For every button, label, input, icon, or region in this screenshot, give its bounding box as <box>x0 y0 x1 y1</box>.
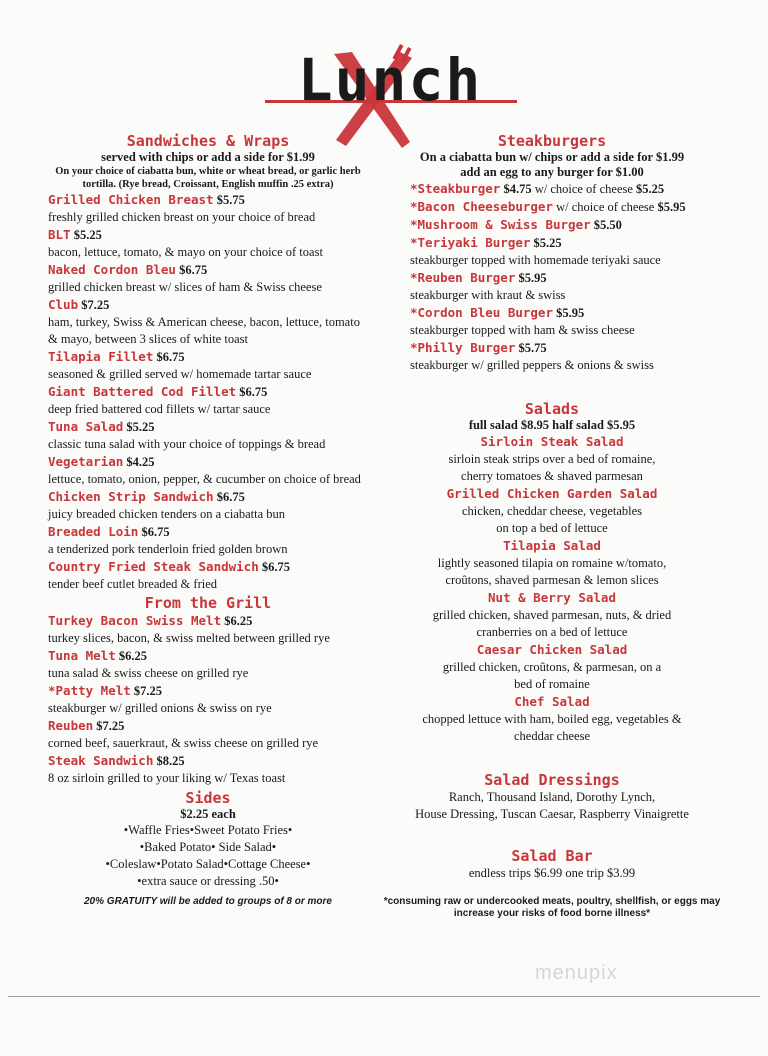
dressings-line: Ranch, Thousand Island, Dorothy Lynch, <box>448 790 656 804</box>
sides-title: Sides <box>185 789 231 807</box>
item-description: grilled chicken breast w/ slices of ham & Swiss cheese <box>48 280 322 294</box>
item-name: *Teriyaki Burger <box>410 235 531 250</box>
salad-description: bed of romaine <box>514 677 590 691</box>
item-price-option: $5.25 <box>636 182 665 196</box>
sides-line: •extra sauce or dressing .50• <box>137 874 279 888</box>
item-price: $5.25 <box>126 420 155 434</box>
menu-item <box>48 296 368 314</box>
item-name: Breaded Loin <box>48 524 139 539</box>
gratuity-note: 20% GRATUITY will be added to groups of 8 or more <box>84 896 332 907</box>
item-description: lettuce, tomato, onion, pepper, & cucumber on choice of bread <box>48 472 361 486</box>
steakburgers-title: Steakburgers <box>497 132 607 150</box>
grill-list <box>48 612 368 787</box>
menu-item <box>410 304 722 322</box>
item-price: $6.75 <box>156 350 185 364</box>
item-description: turkey slices, bacon, & swiss melted between grilled rye <box>48 631 330 645</box>
saladbar-title: Salad Bar <box>511 847 593 865</box>
item-price-option: $5.95 <box>657 200 686 214</box>
item-description: steakburger w/ grilled peppers & onions & swiss <box>410 358 654 372</box>
salad-description: grilled chicken, croûtons, & parmesan, on a <box>442 660 662 674</box>
salad-name: Nut & Berry Salad <box>488 590 616 605</box>
saladbar-line: endless trips $6.99 one trip $3.99 <box>468 866 636 880</box>
sides-line: •Waffle Fries•Sweet Potato Fries• <box>123 823 293 837</box>
item-description: seasoned & grilled served w/ homemade tartar sauce <box>48 367 312 381</box>
salads-list <box>382 433 722 745</box>
menu-item <box>48 488 368 506</box>
item-price: $5.25 <box>533 236 562 250</box>
item-name: Chicken Strip Sandwich <box>48 489 214 504</box>
item-description: steakburger w/ grilled onions & swiss on rye <box>48 701 272 715</box>
sandwiches-list <box>48 191 368 593</box>
item-price: $7.25 <box>81 298 110 312</box>
item-option: w/ choice of cheese <box>534 182 633 196</box>
item-description: tuna salad & swiss cheese on grilled rye <box>48 666 249 680</box>
menu-item <box>48 752 368 770</box>
menu-item <box>48 226 368 244</box>
food-disclaimer: *consuming raw or undercooked meats, poultry, shellfish, or eggs may increase your risks of food borne illness* <box>383 896 721 919</box>
salads-note: full salad $8.95 half salad $5.95 <box>468 418 636 432</box>
dressings-title: Salad Dressings <box>484 771 620 789</box>
item-price: $5.50 <box>593 218 622 232</box>
menu-item <box>48 383 368 401</box>
menu-item <box>410 216 722 234</box>
item-name: *Patty Melt <box>48 683 131 698</box>
item-price: $5.95 <box>556 306 585 320</box>
item-description: 8 oz sirloin grilled to your liking w/ Texas toast <box>48 771 286 785</box>
steakburgers-egg-note: add an egg to any burger for $1.00 <box>460 165 644 179</box>
item-name: Steak Sandwich <box>48 753 154 768</box>
item-option: w/ choice of cheese <box>556 200 655 214</box>
watermark: menupix <box>535 962 618 984</box>
page-divider <box>8 996 760 997</box>
item-price: $6.75 <box>179 263 208 277</box>
menu-item <box>48 348 368 366</box>
item-name: Tuna Melt <box>48 648 116 663</box>
item-name: Grilled Chicken Breast <box>48 192 214 207</box>
menu-item <box>410 180 722 198</box>
item-name: Country Fried Steak Sandwich <box>48 559 259 574</box>
item-name: BLT <box>48 227 71 242</box>
item-price: $7.25 <box>133 684 163 698</box>
sides-line: •Baked Potato• Side Salad• <box>139 840 277 854</box>
item-price: $6.75 <box>216 490 245 504</box>
item-price: $4.25 <box>126 455 155 469</box>
item-description: deep fried battered cod fillets w/ tartar sauce <box>48 402 271 416</box>
steakburgers-list <box>382 180 722 374</box>
menu-item <box>48 261 368 279</box>
menu-item <box>48 682 368 700</box>
salad-description: cheddar cheese <box>514 729 590 743</box>
item-name: Tilapia Fillet <box>48 349 154 364</box>
menu-item <box>48 418 368 436</box>
salad-description: sirloin steak strips over a bed of romaine, <box>448 452 656 466</box>
salad-description: cherry tomatoes & shaved parmesan <box>461 469 643 483</box>
item-price: $8.25 <box>156 754 185 768</box>
steakburgers-note: On a ciabatta bun w/ chips or add a side for $1.99 <box>419 150 685 164</box>
dressings-line: House Dressing, Tuscan Caesar, Raspberry Vinaigrette <box>415 807 689 821</box>
item-description: tender beef cutlet breaded & fried <box>48 577 218 591</box>
item-name: *Cordon Bleu Burger <box>410 305 553 320</box>
salad-description: grilled chicken, shaved parmesan, nuts, & dried <box>432 608 672 622</box>
item-name: Reuben <box>48 718 94 733</box>
menu-item <box>48 612 368 630</box>
salad-description: cranberries on a bed of lettuce <box>476 625 628 639</box>
menu-item <box>48 558 368 576</box>
salad-description: croûtons, shaved parmesan & lemon slices <box>445 573 659 587</box>
item-description: juicy breaded chicken tenders on a ciabatta bun <box>48 507 286 521</box>
sides-line: •Coleslaw•Potato Salad•Cottage Cheese• <box>105 857 311 871</box>
page-title: Lunch <box>297 46 483 114</box>
item-price: $6.75 <box>141 525 170 539</box>
menu-item <box>410 339 722 357</box>
item-price: $4.75 <box>503 182 532 196</box>
grill-title: From the Grill <box>144 594 272 612</box>
salad-name: Sirloin Steak Salad <box>480 434 624 449</box>
item-description: a tenderized pork tenderloin fried golden brown <box>48 542 288 556</box>
item-price: $6.75 <box>261 560 290 574</box>
item-name: *Mushroom & Swiss Burger <box>410 217 591 232</box>
menu-item <box>410 198 722 216</box>
item-name: Tuna Salad <box>48 419 124 434</box>
menu-item <box>48 191 368 209</box>
menu-item <box>48 647 368 665</box>
item-description: bacon, lettuce, tomato, & mayo on your choice of toast <box>48 245 323 259</box>
sandwiches-bread-note: On your choice of ciabatta bun, white or wheat bread, or garlic herb tortilla. (Rye bread, Croissant, English muffin .25 extra) <box>55 166 361 190</box>
menu-item <box>410 234 722 252</box>
item-name: Giant Battered Cod Fillet <box>48 384 237 399</box>
item-description: freshly grilled chicken breast on your choice of bread <box>48 210 316 224</box>
menu-item <box>48 453 368 471</box>
item-description: classic tuna salad with your choice of toppings & bread <box>48 437 326 451</box>
salad-description: on top a bed of lettuce <box>496 521 608 535</box>
item-name: Naked Cordon Bleu <box>48 262 176 277</box>
salad-description: chicken, cheddar cheese, vegetables <box>461 504 643 518</box>
menu-item <box>48 523 368 541</box>
item-price: $6.75 <box>239 385 268 399</box>
item-description: ham, turkey, Swiss & American cheese, bacon, lettuce, tomato & mayo, between 3 slices of white toast <box>48 315 360 346</box>
salad-name: Caesar Chicken Salad <box>476 642 628 657</box>
item-name: *Bacon Cheeseburger <box>410 199 553 214</box>
item-name: *Philly Burger <box>410 340 516 355</box>
item-name: *Reuben Burger <box>410 270 516 285</box>
sides-price: $2.25 each <box>180 807 236 821</box>
item-price: $7.25 <box>96 719 125 733</box>
salad-name: Tilapia Salad <box>503 538 601 553</box>
item-description: steakburger with kraut & swiss <box>410 288 566 302</box>
item-name: *Steakburger <box>410 181 501 196</box>
item-name: Turkey Bacon Swiss Melt <box>48 613 222 628</box>
sides-list <box>48 822 368 890</box>
sandwiches-note: served with chips or add a side for $1.99 <box>101 150 315 164</box>
item-price: $5.75 <box>518 341 547 355</box>
item-price: $5.25 <box>73 228 102 242</box>
salads-title: Salads <box>524 400 580 418</box>
salad-name: Chef Salad <box>514 694 590 709</box>
item-description: corned beef, sauerkraut, & swiss cheese on grilled rye <box>48 736 319 750</box>
salad-name: Grilled Chicken Garden Salad <box>446 486 658 501</box>
item-price: $5.75 <box>216 193 245 207</box>
sandwiches-title: Sandwiches & Wraps <box>126 132 290 150</box>
salad-description: lightly seasoned tilapia on romaine w/tomato, <box>437 556 667 570</box>
item-name: Club <box>48 297 79 312</box>
left-column <box>48 132 368 907</box>
menu-item <box>48 717 368 735</box>
item-price: $6.25 <box>224 614 253 628</box>
item-price: $6.25 <box>118 649 147 663</box>
right-column <box>382 132 722 920</box>
menu-item <box>410 269 722 287</box>
item-description: steakburger topped with ham & swiss cheese <box>410 323 635 337</box>
item-price: $5.95 <box>518 271 547 285</box>
item-name: Vegetarian <box>48 454 124 469</box>
salad-description: chopped lettuce with ham, boiled egg, vegetables & <box>422 712 682 726</box>
item-description: steakburger topped with homemade teriyaki sauce <box>410 253 661 267</box>
